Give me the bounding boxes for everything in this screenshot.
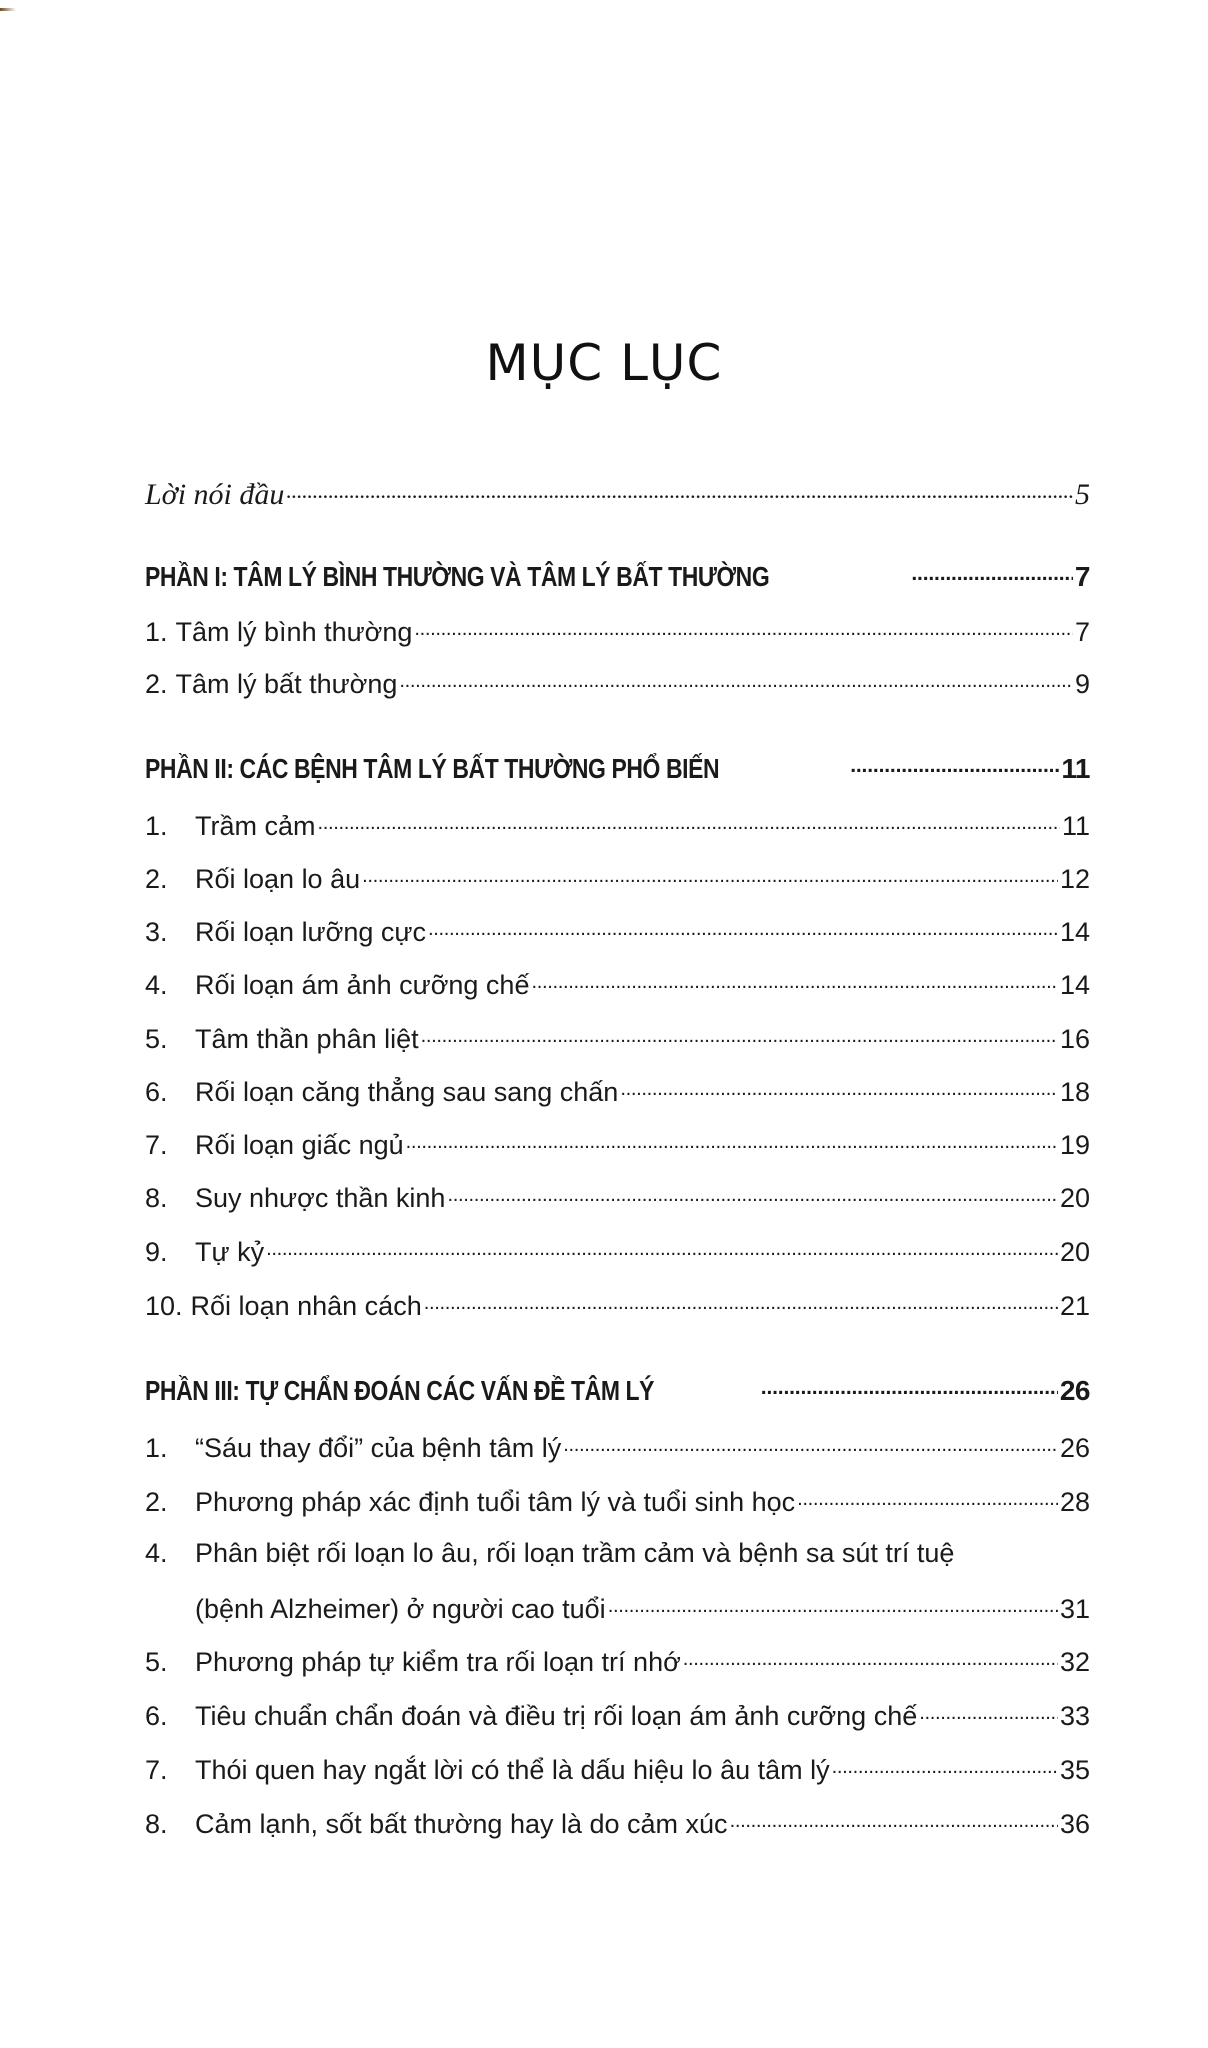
dot-leader (832, 1752, 1058, 1779)
toc-entry-label: Rối loạn lo âu (195, 864, 361, 894)
toc-entry-number: 2. (145, 669, 168, 699)
dot-leader (414, 614, 1073, 641)
toc-entry-label: Thói quen hay ngắt lời có thể là dấu hiệu lo âu tâm lý (195, 1755, 830, 1785)
toc-page-number: 12 (1059, 864, 1090, 894)
toc-entry-label-continued: (bệnh Alzheimer) ở người cao tuổi (195, 1594, 606, 1624)
toc-entry-label: Tâm lý bất thường (175, 669, 398, 699)
toc-entry[interactable] (145, 666, 1090, 700)
toc-entry-number: 2. (145, 864, 168, 894)
toc-entry-label: Phương pháp tự kiểm tra rối loạn trí nhớ (195, 1647, 681, 1677)
toc-page-number: 9 (1074, 669, 1090, 699)
toc-entry[interactable] (145, 1752, 1090, 1786)
toc-entry-number: 7. (145, 1130, 168, 1160)
toc-page-number: 26 (1059, 1433, 1090, 1463)
toc-entry[interactable] (145, 808, 1090, 842)
toc-page-number: 11 (1061, 811, 1090, 841)
toc-entry[interactable] (145, 967, 1090, 1001)
toc-entry-continuation[interactable] (195, 1591, 1090, 1625)
toc-entry-number: 1. (145, 617, 168, 647)
dot-leader (447, 1180, 1058, 1207)
toc-entry[interactable] (145, 614, 1090, 648)
dot-leader (683, 1644, 1058, 1671)
toc-page-number: 31 (1059, 1594, 1090, 1624)
toc-entry[interactable] (145, 1484, 1090, 1518)
toc-page-number: 7 (1074, 617, 1090, 647)
toc-entry-number: 1. (145, 1433, 168, 1463)
toc-entry-multiline[interactable] (145, 1538, 1090, 1569)
dot-leader (797, 1484, 1058, 1511)
toc-page-number: 20 (1059, 1237, 1090, 1267)
dot-leader (424, 1288, 1058, 1315)
toc-entry-number: 1. (145, 811, 168, 841)
toc-entry[interactable] (145, 1021, 1090, 1055)
toc-entry-label: Tâm thần phân liệt (195, 1024, 419, 1054)
dot-leader (761, 1372, 1058, 1400)
toc-entry[interactable] (145, 1074, 1090, 1108)
dot-leader (399, 666, 1073, 693)
toc-part-label: PHẦN I: TÂM LÝ BÌNH THƯỜNG VÀ TÂM LÝ BẤT THƯỜNG (145, 561, 770, 592)
toc-entry-label: Rối loạn lưỡng cực (195, 917, 426, 947)
dot-leader (608, 1591, 1058, 1618)
toc-entry-intro[interactable] (145, 474, 1090, 512)
toc-part-label: PHẦN III: TỰ CHẨN ĐOÁN CÁC VẤN ĐỀ TÂM LÝ (145, 1375, 655, 1406)
toc-entry-label: Phương pháp xác định tuổi tâm lý và tuổi sinh học (195, 1487, 796, 1517)
toc-entry[interactable] (145, 1288, 1090, 1322)
toc-entry[interactable] (145, 1430, 1090, 1464)
toc-entry-number: 6. (145, 1701, 168, 1731)
toc-entry-label: Lời nói đầu (145, 478, 285, 511)
toc-entry-number: 4. (145, 970, 168, 1000)
toc-entry-label: Rối loạn ám ảnh cưỡng chế (195, 970, 530, 1000)
toc-entry-number: 6. (145, 1077, 168, 1107)
toc-entry[interactable] (145, 1180, 1090, 1214)
toc-page-number: 36 (1059, 1809, 1090, 1839)
toc-part-3[interactable] (145, 1372, 1090, 1407)
dot-leader (406, 1127, 1058, 1154)
toc-page-number: 21 (1059, 1291, 1090, 1321)
dot-leader (318, 808, 1060, 835)
toc-page-number: 35 (1059, 1755, 1090, 1785)
toc-entry-label: “Sáu thay đổi” của bệnh tâm lý (195, 1433, 562, 1463)
toc-entry-label: Cảm lạnh, sốt bất thường hay là do cảm xúc (195, 1809, 728, 1839)
toc-entry-number: 7. (145, 1755, 168, 1785)
dot-leader (563, 1430, 1058, 1457)
toc-page-number: 18 (1059, 1077, 1090, 1107)
toc-entry[interactable] (145, 914, 1090, 948)
toc-entry-label: Rối loạn nhân cách (190, 1291, 422, 1321)
toc-entry-number: 8. (145, 1809, 168, 1839)
toc-entry-label: Rối loạn căng thẳng sau sang chấn (195, 1077, 619, 1107)
dot-leader (266, 1234, 1058, 1261)
toc-entry-label: Phân biệt rối loạn lo âu, rối loạn trầm cảm và bệnh sa sút trí tuệ (195, 1538, 955, 1568)
dot-leader (919, 1698, 1058, 1725)
toc-entry-label: Suy nhược thần kinh (195, 1183, 446, 1213)
toc-page-number: 32 (1059, 1647, 1090, 1677)
dot-leader (620, 1074, 1058, 1101)
toc-page-number: 7 (1074, 561, 1090, 592)
dot-leader (428, 914, 1058, 941)
toc-part-1[interactable] (145, 558, 1090, 593)
toc-page-number: 19 (1059, 1130, 1090, 1160)
toc-entry-number: 3. (145, 917, 168, 947)
toc-entry-number: 9. (145, 1237, 168, 1267)
dot-leader (911, 558, 1073, 586)
toc-entry[interactable] (145, 861, 1090, 895)
dot-leader (421, 1021, 1058, 1048)
toc-part-label: PHẦN II: CÁC BỆNH TÂM LÝ BẤT THƯỜNG PHỔ BIẾN (145, 753, 720, 784)
toc-entry[interactable] (145, 1127, 1090, 1161)
dot-leader (531, 967, 1057, 994)
scan-edge-mark (0, 8, 16, 11)
toc-page-number: 28 (1059, 1487, 1090, 1517)
toc-entry-number: 5. (145, 1024, 168, 1054)
toc-entry-label: Trầm cảm (195, 811, 316, 841)
dot-leader (850, 750, 1059, 778)
toc-page-number: 26 (1059, 1375, 1090, 1406)
toc-entry-number: 5. (145, 1647, 168, 1677)
toc-page-number: 14 (1059, 917, 1090, 947)
dot-leader (362, 861, 1058, 888)
toc-page-number: 14 (1059, 970, 1090, 1000)
toc-entry[interactable] (145, 1644, 1090, 1678)
dot-leader (730, 1806, 1058, 1833)
toc-entry-number: 8. (145, 1183, 168, 1213)
toc-page-number: 33 (1059, 1701, 1090, 1731)
toc-entry-number: 2. (145, 1487, 168, 1517)
toc-page-number: 5 (1075, 478, 1090, 511)
dot-leader (286, 474, 1073, 504)
toc-entry-label: Tâm lý bình thường (175, 617, 413, 647)
toc-entry-number: 10. (145, 1291, 183, 1321)
toc-entry-label: Tự kỷ (195, 1237, 265, 1267)
toc-page-number: 20 (1059, 1183, 1090, 1213)
toc-entry-label: Rối loạn giấc ngủ (195, 1130, 404, 1160)
toc-part-2[interactable] (145, 750, 1090, 785)
toc-entry-number: 4. (145, 1538, 168, 1568)
toc-entry[interactable] (145, 1806, 1090, 1840)
toc-entry-label: Tiêu chuẩn chẩn đoán và điều trị rối loạn ám ảnh cưỡng chế (195, 1701, 918, 1731)
toc-page-number: 16 (1059, 1024, 1090, 1054)
toc-page-number: 11 (1061, 753, 1090, 784)
toc-entry[interactable] (145, 1234, 1090, 1268)
toc-entry[interactable] (145, 1698, 1090, 1732)
page-title: MỤC LỤC (485, 333, 723, 392)
